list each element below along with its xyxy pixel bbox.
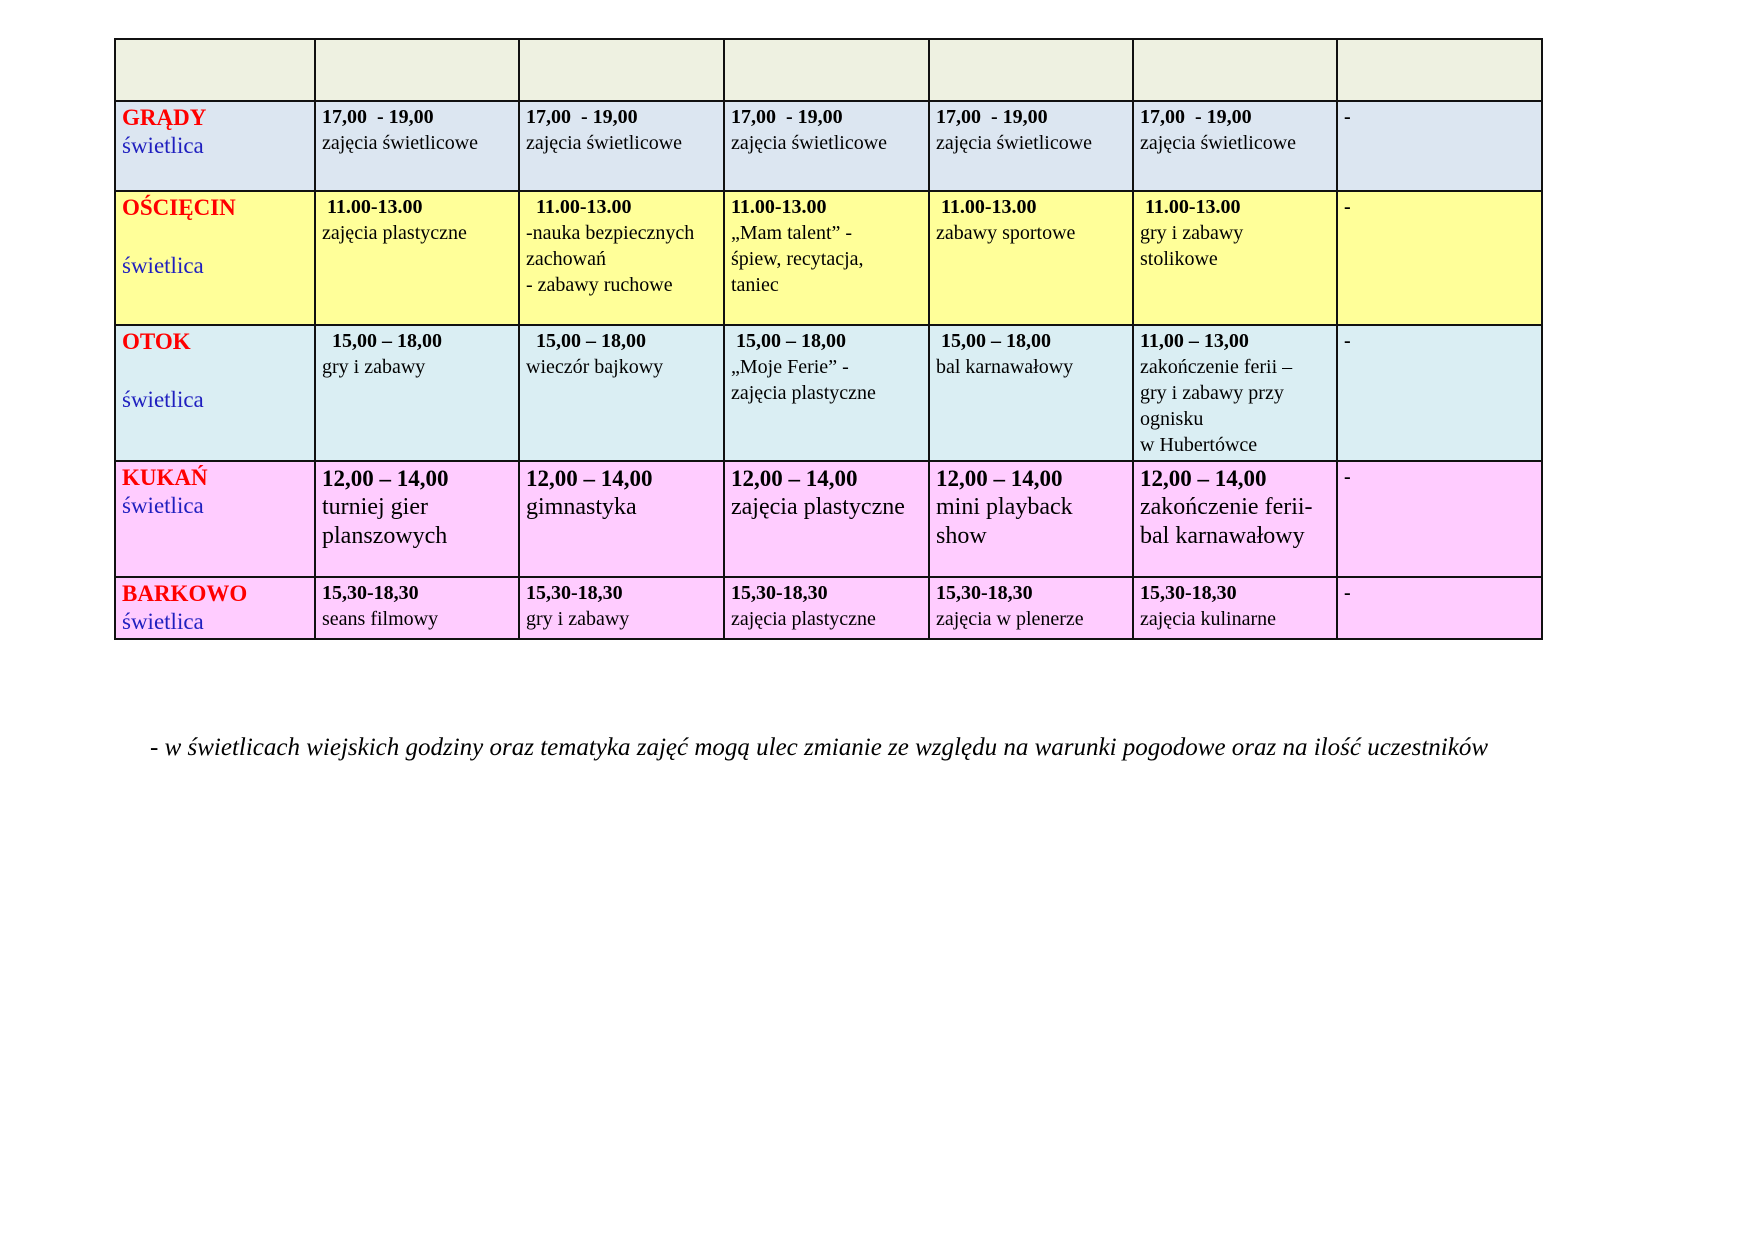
location-place: świetlica [122,493,204,518]
activity-time: 15,00 – 18,00 [936,330,1051,352]
activity-time: 17,00 - 19,00 [322,106,434,128]
location-name: KUKAŃ [122,465,208,490]
activity-desc: bal karnawałowy [936,356,1074,378]
activity-cell [519,191,724,325]
activity-cell [929,577,1133,639]
location-place: świetlica [122,609,204,634]
activity-cell [1133,577,1337,639]
activity-cell [724,191,929,325]
location-cell [115,325,315,461]
activity-desc: „Moje Ferie” - zajęcia plastyczne [731,356,876,404]
header-cell [315,39,519,101]
activity-cell [519,101,724,191]
location-name: BARKOWO [122,581,248,606]
location-name: OTOK [122,329,191,354]
activity-desc: seans filmowy [322,608,439,630]
spacer [122,222,308,252]
activity-desc: -nauka bezpiecznych zachowań - zabawy ruchowe [526,222,695,296]
spacer [122,356,308,386]
location-cell [115,101,315,191]
header-cell [724,39,929,101]
activity-time: 15,30-18,30 [322,582,419,604]
table-row [115,101,1542,191]
activity-desc: turniej gier planszowych [322,494,448,549]
activity-time: 15,00 – 18,00 [526,330,646,352]
activity-time: 12,00 – 14,00 [526,466,653,491]
activity-time: 12,00 – 14,00 [731,466,858,491]
activity-cell [929,191,1133,325]
activity-cell [724,577,929,639]
activity-cell [1133,325,1337,461]
header-cell [115,39,315,101]
last-cell [1337,101,1542,191]
empty-marker: - [1344,330,1351,352]
activity-time: 17,00 - 19,00 [1140,106,1252,128]
activity-time: 15,30-18,30 [731,582,828,604]
location-cell [115,461,315,577]
footnote: - w świetlicach wiejskich godziny oraz tematyka zajęć mogą ulec zmianie ze względu na warunki pogodowe oraz na ilość uczestników [150,734,1489,761]
table-row [115,461,1542,577]
activity-cell [724,461,929,577]
activity-cell [1133,101,1337,191]
activity-desc: zajęcia świetlicowe [936,132,1093,154]
activity-cell [315,577,519,639]
activity-cell [315,325,519,461]
last-cell [1337,461,1542,577]
activity-time: 12,00 – 14,00 [322,466,449,491]
activity-desc: gry i zabawy [322,356,426,378]
last-cell [1337,191,1542,325]
activity-time: 11.00-13.00 [322,196,423,218]
activity-time: 11.00-13.00 [526,196,632,218]
activity-cell [519,577,724,639]
activity-cell [315,101,519,191]
activity-desc: zajęcia plastyczne [731,494,905,520]
location-cell [115,191,315,325]
activity-time: 17,00 - 19,00 [936,106,1048,128]
activity-desc: gry i zabawy [526,608,630,630]
activity-desc: gry i zabawy stolikowe [1140,222,1244,270]
last-cell [1337,577,1542,639]
activity-cell [1133,461,1337,577]
last-cell [1337,325,1542,461]
activity-desc: wieczór bajkowy [526,356,664,378]
activity-time: 12,00 – 14,00 [1140,466,1267,491]
location-name: OŚCIĘCIN [122,195,236,220]
activity-desc: zajęcia plastyczne [731,608,876,630]
header-cell [1337,39,1542,101]
activity-cell [1133,191,1337,325]
activity-time: 15,30-18,30 [936,582,1033,604]
activity-time: 15,00 – 18,00 [322,330,442,352]
activity-time: 11,00 – 13,00 [1140,330,1249,352]
activity-desc: gimnastyka [526,494,637,520]
activity-cell [929,325,1133,461]
empty-marker: - [1344,466,1351,488]
location-name: GRĄDY [122,105,207,130]
activity-desc: zajęcia plastyczne [322,222,467,244]
activity-cell [519,325,724,461]
activity-desc: zakończenie ferii – gry i zabawy przy ognisku w Hubertówce [1140,356,1293,456]
activity-cell [929,461,1133,577]
activity-desc: zajęcia w plenerze [936,608,1084,630]
header-cell [1133,39,1337,101]
header-cell [519,39,724,101]
location-place: świetlica [122,253,204,278]
table-row [115,577,1542,639]
activity-time: 11.00-13.00 [731,196,827,218]
table-row [115,325,1542,461]
activity-desc: zabawy sportowe [936,222,1076,244]
empty-marker: - [1344,196,1351,218]
location-cell [115,577,315,639]
activity-time: 11.00-13.00 [936,196,1037,218]
activity-time: 15,30-18,30 [1140,582,1237,604]
activity-desc: „Mam talent” - śpiew, recytacja, taniec [731,222,864,296]
activity-desc: zajęcia świetlicowe [731,132,888,154]
activity-cell [929,101,1133,191]
activity-cell [724,325,929,461]
activity-desc: zajęcia świetlicowe [322,132,479,154]
activity-time: 15,30-18,30 [526,582,623,604]
activity-cell [724,101,929,191]
activity-cell [519,461,724,577]
header-cell [929,39,1133,101]
activity-desc: zajęcia kulinarne [1140,608,1277,630]
activity-time: 17,00 - 19,00 [731,106,843,128]
location-place: świetlica [122,387,204,412]
activity-cell [315,461,519,577]
activity-desc: zajęcia świetlicowe [1140,132,1297,154]
schedule-table [114,38,1543,640]
activity-cell [315,191,519,325]
activity-time: 17,00 - 19,00 [526,106,638,128]
activity-time: 11.00-13.00 [1140,196,1241,218]
empty-marker: - [1344,106,1351,128]
table-row [115,191,1542,325]
activity-time: 12,00 – 14,00 [936,466,1063,491]
empty-marker: - [1344,582,1351,604]
activity-desc: zajęcia świetlicowe [526,132,683,154]
activity-desc: zakończenie ferii- bal karnawałowy [1140,494,1313,549]
activity-desc: mini playback show [936,494,1073,549]
location-place: świetlica [122,133,204,158]
activity-time: 15,00 – 18,00 [731,330,846,352]
header-row [115,39,1542,101]
